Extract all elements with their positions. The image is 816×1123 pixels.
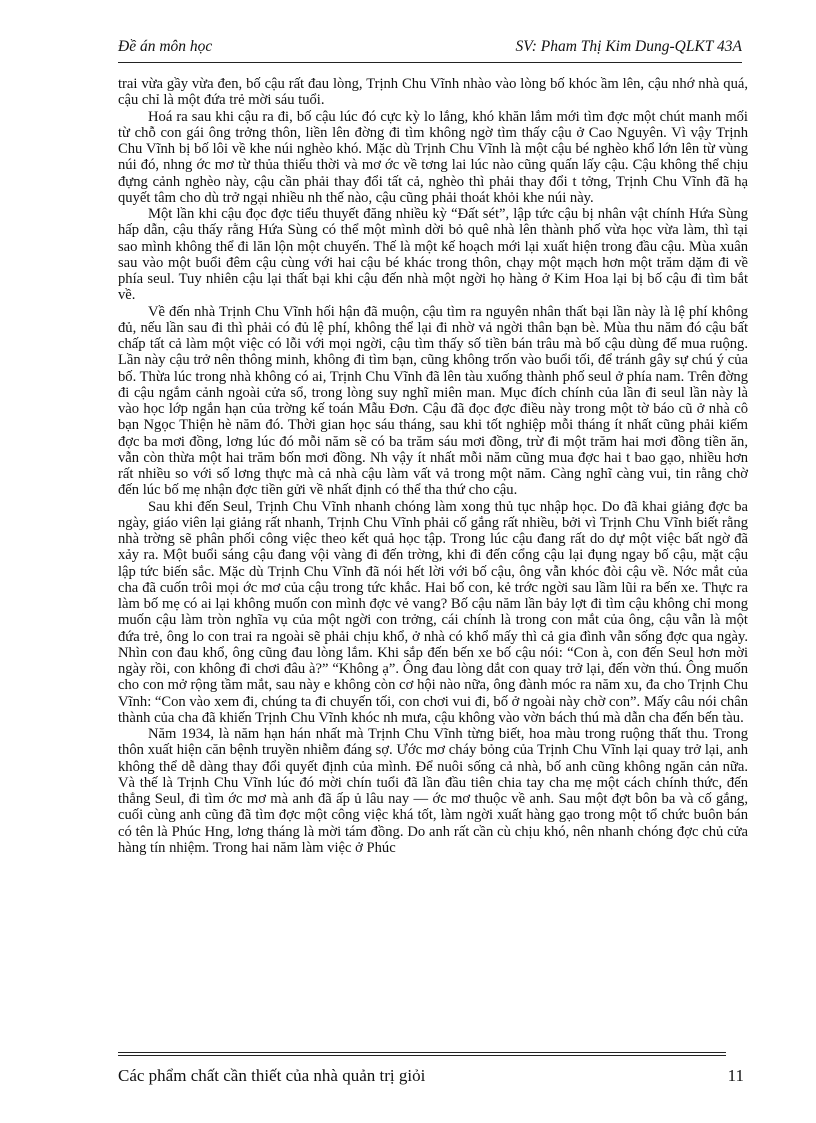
header-course-title: Đề án môn học [118, 38, 213, 55]
header-student-info: SV: Pham Thị Kim Dung-QLKT 43A [515, 38, 742, 55]
paragraph-2: Hoá ra sau khi cậu ra đi, bố cậu lúc đó cực kỳ lo lắng, khó khăn lắm mới tìm đợc một chút manh mối từ chỗ con gái ông trởng thôn, liền lên đờng đi tìm không ngờ tìm thấy cậu ở Cao Nguyên. Vì vậy Trịnh Chu Vĩnh bị bố lôi về khe núi nghèo khó. Mặc dù Trịnh Chu Vĩnh là một cậu bé nghèo khổ lớn lên từ vùng núi đó, nhng ớc mơ từ thủa thiếu thời và mơ ớc về tơng lai lúc nào cũng quấn lấy cậu. Cậu không thể chịu đựng cảnh nghèo này, cậu cần phải thay đổi tất cả, nghèo thì phải thay đổi t tởng, Trịnh Chu Vĩnh đã hạ quyết tâm cho dù trở ngại nhiều nh thế nào, cậu cũng phải thoát khỏi khe núi này. [118, 108, 748, 206]
paragraph-4: Về đến nhà Trịnh Chu Vĩnh hối hận đã muộn, cậu tìm ra nguyên nhân thất bại lần này là lệ phí không đủ, nếu lần sau đi thì phải có đủ lệ phí, không thể lại đi nhờ vả ngời thân bạn bè. Mùa thu năm đó cậu bất chấp tất cả làm một việc có lỗi với mọi ngời, cậu tìm thấy số tiền bán trâu mà bố cậu dùng để mua ruộng. Lần này cậu trở nên thông minh, không đi tìm bạn, cũng không trốn vào buổi tối, để tránh gây sự chú ý của bố. Thừa lúc trong nhà không có ai, Trịnh Chu Vĩnh đã lên tàu xuống thành phố seul ở phía nam. Trên đờng đi cậu ngắm cảnh ngoài cửa sổ, trong lòng suy nghĩ miên man. Mục đích chính của lần đi seul lần này là vào học lớp ngắn hạn của trờng kế toán Mẫu Đơn. Cậu đã đọc đợc điều này trong một tờ báo cũ ở nhà cô bạn Ngọc Thiện hè năm đó. Thời gian học sáu tháng, sau khi tốt nghiệp mỗi tháng ít nhất cũng phải kiếm đợc ba mơi đồng, lơng lúc đó mỗi năm sẽ có ba trăm sáu mơi đồng, trừ đi một trăm hai mơi đồng tiền ăn, vẫn còn thừa một hai trăm bốn mơi đồng. Nh vậy ít nhất mỗi năm cũng mua đợc hai t bao gạo, nhiều hơn rất nhiều so với số lơng thực mà cả nhà cậu làm vất vả trong một năm. Càng nghĩ càng vui, tin rằng chờ đến lúc bố mẹ nhận đợc tiền gửi về nhất định có thể tha thứ cho cậu. [118, 303, 748, 499]
paragraph-6: Năm 1934, là năm hạn hán nhất mà Trịnh Chu Vĩnh từng biết, hoa màu trong ruộng thất thu. Trong thôn xuất hiện căn bệnh truyền nhiễm đáng sợ. Ước mơ cháy bỏng của Trịnh Chu Vĩnh lại quay trở lại, anh không thể dễ dàng thay đổi quyết định của mình. Để nuôi sống cả nhà, bố anh cũng không ngăn cản nữa. Và thế là Trịnh Chu Vĩnh lúc đó mời chín tuổi đã lần đầu tiên chia tay cha mẹ một cách chính thức, đến thẳng Seul, đi tìm ớc mơ mà anh đã ấp ủ lâu nay — ớc mơ thuộc về anh. Sau một đợt bôn ba và cố gắng, cuối cùng anh cũng đã tìm đợc một công việc khá tốt, làm ngời xuất hàng gạo trong một tổ chức buôn bán có tên là Phúc Hng, lơng tháng là mời tám đồng. Do anh rất cần cù chịu khó, nên nhanh chóng đợc chủ cửa hàng tín nhiệm. Trong hai năm làm việc ở Phúc [118, 726, 748, 856]
document-body [118, 76, 748, 856]
page-number: 11 [727, 1066, 744, 1085]
header-divider [118, 62, 742, 63]
page-header [118, 38, 742, 60]
paragraph-5: Sau khi đến Seul, Trịnh Chu Vĩnh nhanh chóng làm xong thủ tục nhập học. Do đã khai giảng đợc ba ngày, giáo viên lại giảng rất nhanh, Trịnh Chu Vĩnh phải cố gắng rất nhiều, bởi vì Trịnh Chu Vĩnh biết rằng nhà trờng sẽ phân phối công việc theo kết quả học tập. Trong lúc cậu đang rất do dự một việc bất ngờ đã xảy ra. Một buổi sáng cậu đang vội vàng đi đến trờng, khi đi đến cổng cậu lại đụng ngay bố cậu, mặt cậu lập tức biến sắc. Mặc dù Trịnh Chu Vĩnh đã nói hết lời với bố cậu, ông vẫn khóc đòi cậu về. Nớc mắt của cha đã cuốn trôi mọi ớc mơ của cậu trong tức khắc. Hai bố con, kẻ trớc ngời sau lầm lũi ra bến xe. Thực ra làm bố mẹ có ai lại không muốn con mình đợc vẻ vang? Bố cậu năm lần bảy lợt đi tìm cậu không chỉ mong muốn cậu làm tròn nghĩa vụ của một ngời con trởng, cái chính là trong con mắt của ông, cậu vẫn là một đứa trẻ, ông lo con trai ra ngoài sẽ phải chịu khổ, ở nhà có khổ mấy thì cả gia đình vẫn sống đợc qua ngày. Nhìn con đau khổ, ông cũng đau lòng lắm. Khi sắp đến bến xe bố cậu nói: “Con à, con đến Seul hơn mời ngày rồi, con không đi chơi đâu à?” “Không ạ”. Ông đau lòng dắt con quay trở lại, đến vờn thú. Ông muốn cho con mở rộng tầm mắt, sau này e không còn cơ hội nào nữa, ông đành móc ra năm xu, đa cho Trịnh Chu Vĩnh: “Con vào xem đi, chúng ta đi chuyến tối, con chơi vui đi, bố ở ngoài này chờ con”. Mấy câu nói chân thành của cha đã khiến Trịnh Chu Vĩnh khóc nh mưa, cậu không vào vờn bách thú mà dẫn cha đến bến tàu. [118, 498, 748, 726]
footer-divider-thin [118, 1055, 726, 1056]
paragraph-3: Một lần khi cậu đọc đợc tiểu thuyết đăng nhiều kỳ “Đất sét”, lập tức cậu bị nhân vật chính Hứa Sùng hấp dẫn, cậu thấy rằng Hứa Sùng có thể một mình dời bỏ quê nhà lên thành phố vừa học vừa làm, thì tại sao mình không thể đi lăn lộn một chuyến. Thế là một kế hoạch mới lại xuất hiện trong đầu cậu. Mùa xuân sau vào một buổi đêm cậu cùng với hai cậu bé khác trong thôn, chạy một mạch hơn một trăm dặm đi về phía seul. Tuy nhiên cậu lại thất bại khi cậu đến nhà một ngời họ hàng ở Kim Hoa lại bị bố cậu đi tìm bắt về. [118, 206, 748, 304]
footer-document-title: Các phẩm chất cần thiết của nhà quản trị giỏi [118, 1066, 426, 1085]
footer-divider-thick [118, 1052, 726, 1053]
paragraph-1: trai vừa gầy vừa đen, bố cậu rất đau lòng, Trịnh Chu Vĩnh nhào vào lòng bố khóc ầm lên, cậu nhớ nhà quá, cậu chỉ là một đứa trẻ mời sáu tuổi. [118, 76, 748, 109]
page-footer [118, 1066, 748, 1088]
